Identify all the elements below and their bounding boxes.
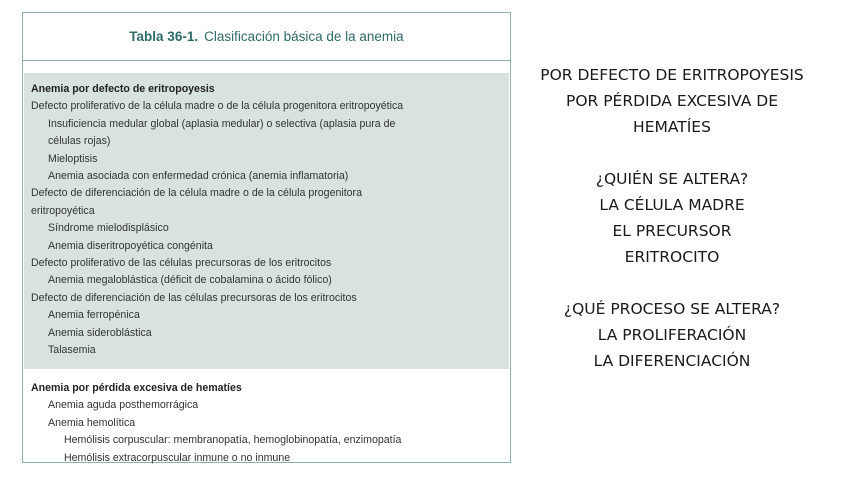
table-row: células rojas) xyxy=(48,135,111,148)
note-line: POR PÉRDIDA EXCESIVA DE xyxy=(565,92,779,110)
table-row: Anemia diseritropoyética congénita xyxy=(48,239,213,252)
table-number: Tabla 36-1. xyxy=(129,29,199,44)
note-spacer xyxy=(512,270,832,296)
table-row: Hemólisis corpuscular: membranopatía, hemoglobinopatía, enzimopatía xyxy=(64,434,402,447)
note-line: POR DEFECTO DE ERITROPOYESIS xyxy=(540,66,804,84)
note-line: ¿QUIÉN SE ALTERA? xyxy=(595,170,749,188)
table-row: Anemia aguda posthemorrágica xyxy=(48,399,199,412)
note-spacer xyxy=(512,140,832,166)
table-row: eritropoyética xyxy=(31,204,95,217)
table-row: Mieloptisis xyxy=(48,152,98,165)
note-line: ¿QUÉ PROCESO SE ALTERA? xyxy=(563,300,781,318)
notes-column xyxy=(512,62,832,374)
table-row: Defecto proliferativo de la célula madre o de la célula progenitora eritropoyética xyxy=(31,100,404,113)
section-heading: Anemia por defecto de eritropoyesis xyxy=(31,83,215,95)
note-line: ERITROCITO xyxy=(624,248,720,266)
note-line: LA CÉLULA MADRE xyxy=(599,196,745,214)
table-title-text: Clasificación básica de la anemia xyxy=(204,29,404,44)
note-line: EL PRECURSOR xyxy=(612,222,732,240)
table-row: Anemia ferropénica xyxy=(48,309,140,322)
note-line: LA DIFERENCIACIÓN xyxy=(593,352,751,370)
table-row: Defecto proliferativo de las células precursoras de los eritrocitos xyxy=(31,257,332,270)
table-row: Hemólisis extracorpuscular inmune o no inmune xyxy=(64,451,291,464)
table-title xyxy=(23,13,510,61)
note-line: LA PROLIFERACIÓN xyxy=(597,326,747,344)
section-heading: Anemia por pérdida excesiva de hematíes xyxy=(31,382,242,394)
table-row: Anemia hemolítica xyxy=(48,416,136,429)
section-perdida-hematies xyxy=(24,372,509,462)
table-row: Talasemia xyxy=(48,344,96,357)
section-defecto-eritropoyesis xyxy=(24,73,509,369)
table-row: Defecto de diferenciación de la célula madre o de la célula progenitora xyxy=(31,187,362,200)
table-row: Anemia asociada con enfermedad crónica (anemia inflamatoria) xyxy=(48,170,349,183)
note-line: HEMATÍES xyxy=(633,118,711,136)
table-row: Insuficiencia medular global (aplasia medular) o selectiva (aplasia pura de xyxy=(48,117,396,130)
table-row: Defecto de diferenciación de las células precursoras de los eritrocitos xyxy=(31,291,357,304)
classification-table xyxy=(22,12,511,463)
table-row: Síndrome mielodisplásico xyxy=(48,222,169,235)
table-row: Anemia sideroblástica xyxy=(48,326,152,339)
table-row: Anemia megaloblástica (déficit de cobalamina o ácido fólico) xyxy=(48,274,332,287)
